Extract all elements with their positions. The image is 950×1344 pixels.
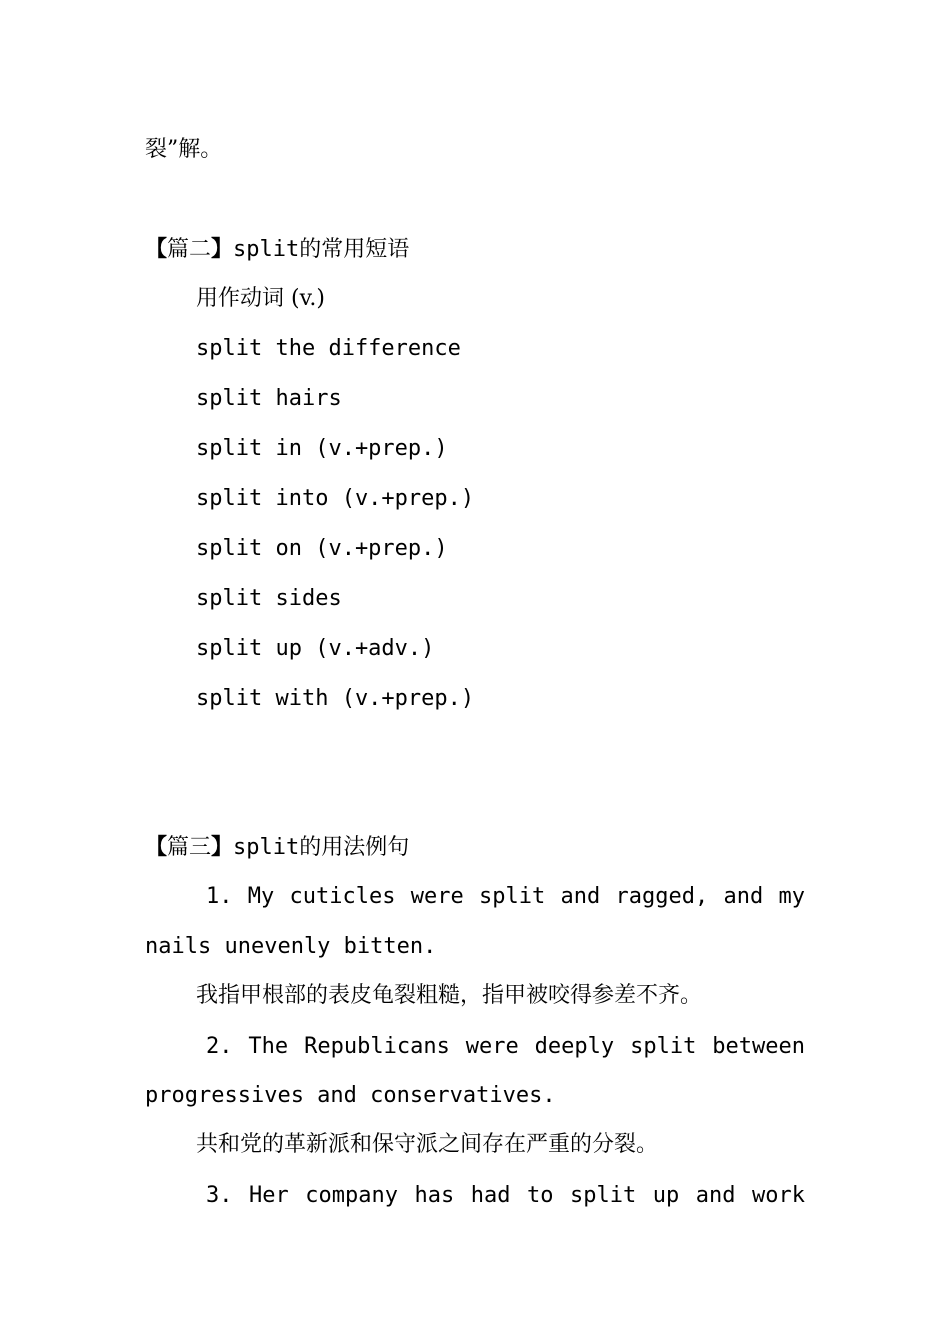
- phrase-item: split into (v.+prep.): [196, 486, 475, 511]
- example-1-chinese: 我指甲根部的表皮龟裂粗糙，指甲被咬得参差不齐。: [196, 983, 703, 1008]
- phrase-item: split the difference: [196, 336, 461, 361]
- phrase-item: split in (v.+prep.): [196, 436, 448, 461]
- phrase-item: split sides: [196, 586, 342, 611]
- example-2-english-line2: progressives and conservatives.: [145, 1083, 556, 1108]
- example-1-english-line1: 1. My cuticles were split and ragged, and my: [206, 884, 805, 909]
- section3-heading: [145, 832, 805, 863]
- section2-bracket-open: 【: [145, 236, 168, 262]
- section2-title: 篇二: [167, 237, 212, 262]
- phrase-item: split hairs: [196, 386, 342, 411]
- phrase-item: split on (v.+prep.): [196, 536, 448, 561]
- section2-bracket-close: 】: [211, 236, 234, 262]
- intro-tail-text: 裂”解。: [145, 137, 223, 162]
- section2-heading: [145, 234, 805, 265]
- example-1-english-line2: nails unevenly bitten.: [145, 934, 437, 959]
- section3-bracket-open: 【: [145, 834, 168, 860]
- example-3-english-line1: 3. Her company has had to split up and work: [206, 1183, 805, 1208]
- example-2-chinese: 共和党的革新派和保守派之间存在严重的分裂。: [196, 1132, 659, 1157]
- section3-subtitle: 的用法例句: [299, 835, 410, 860]
- section2-word: split: [233, 237, 300, 262]
- phrase-item: split up (v.+adv.): [196, 636, 435, 661]
- section2-subtitle: 的常用短语: [299, 237, 410, 262]
- example-2-english-line1: 2. The Republicans were deeply split between: [206, 1034, 805, 1059]
- section3-word: split: [233, 835, 300, 860]
- section3-bracket-close: 】: [211, 834, 234, 860]
- phrase-item: split with (v.+prep.): [196, 686, 475, 711]
- verb-usage-label: 用作动词 (v.): [196, 286, 325, 311]
- section3-title: 篇三: [167, 835, 212, 860]
